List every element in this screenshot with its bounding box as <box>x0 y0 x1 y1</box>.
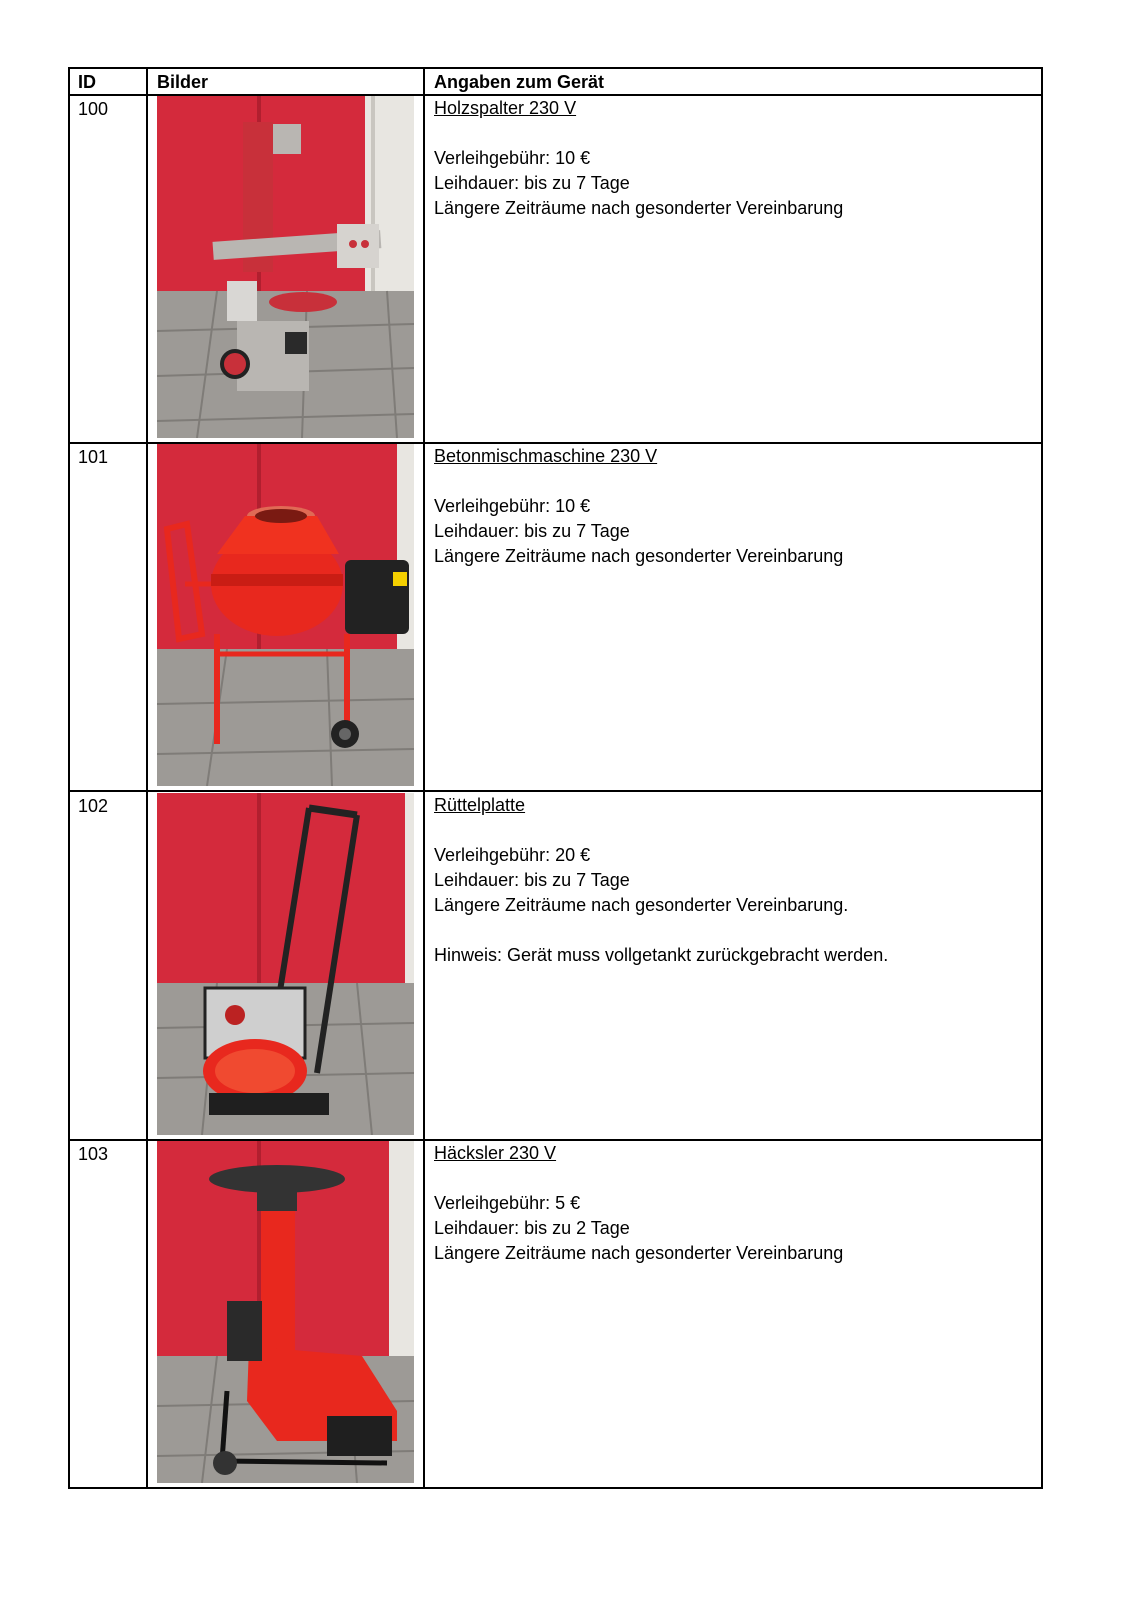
item-details <box>434 1141 1024 1266</box>
extension-note: Längere Zeiträume nach gesonderter Vereinbarung <box>434 546 844 566</box>
item-details <box>434 793 1024 968</box>
rental-duration: Leihdauer: bis zu 2 Tage <box>434 1218 630 1238</box>
concrete-mixer-photo <box>157 444 414 786</box>
extension-note: Längere Zeiträume nach gesonderter Vereinbarung <box>434 198 844 218</box>
rental-fee: Verleihgebühr: 5 € <box>434 1193 581 1213</box>
extension-note: Längere Zeiträume nach gesonderter Vereinbarung. <box>434 895 849 915</box>
header-details: Angaben zum Gerät <box>434 72 605 92</box>
rental-duration: Leihdauer: bis zu 7 Tage <box>434 521 630 541</box>
item-details <box>434 96 1024 221</box>
item-title: Rüttelplatte <box>434 795 526 815</box>
rental-fee: Verleihgebühr: 20 € <box>434 845 591 865</box>
rental-fee: Verleihgebühr: 10 € <box>434 496 591 516</box>
row-id: 101 <box>78 447 109 467</box>
header-id: ID <box>78 72 96 92</box>
item-title: Holzspalter 230 V <box>434 98 577 118</box>
rental-fee: Verleihgebühr: 10 € <box>434 148 591 168</box>
wood-splitter-photo <box>157 96 414 438</box>
row-id: 102 <box>78 796 109 816</box>
column-divider <box>146 69 148 1487</box>
column-divider <box>423 69 425 1487</box>
rental-duration: Leihdauer: bis zu 7 Tage <box>434 173 630 193</box>
fuel-hint: Hinweis: Gerät muss vollgetankt zurückgebracht werden. <box>434 945 889 965</box>
plate-compactor-photo <box>157 793 414 1135</box>
row-divider <box>70 790 1041 792</box>
item-details <box>434 444 1024 569</box>
item-title: Betonmischmaschine 230 V <box>434 446 658 466</box>
row-id: 100 <box>78 99 109 119</box>
item-title: Häcksler 230 V <box>434 1143 557 1163</box>
row-id: 103 <box>78 1144 109 1164</box>
rental-duration: Leihdauer: bis zu 7 Tage <box>434 870 630 890</box>
header-images: Bilder <box>157 72 209 92</box>
extension-note: Längere Zeiträume nach gesonderter Vereinbarung <box>434 1243 844 1263</box>
shredder-photo <box>157 1141 414 1483</box>
equipment-table <box>68 67 1043 1489</box>
